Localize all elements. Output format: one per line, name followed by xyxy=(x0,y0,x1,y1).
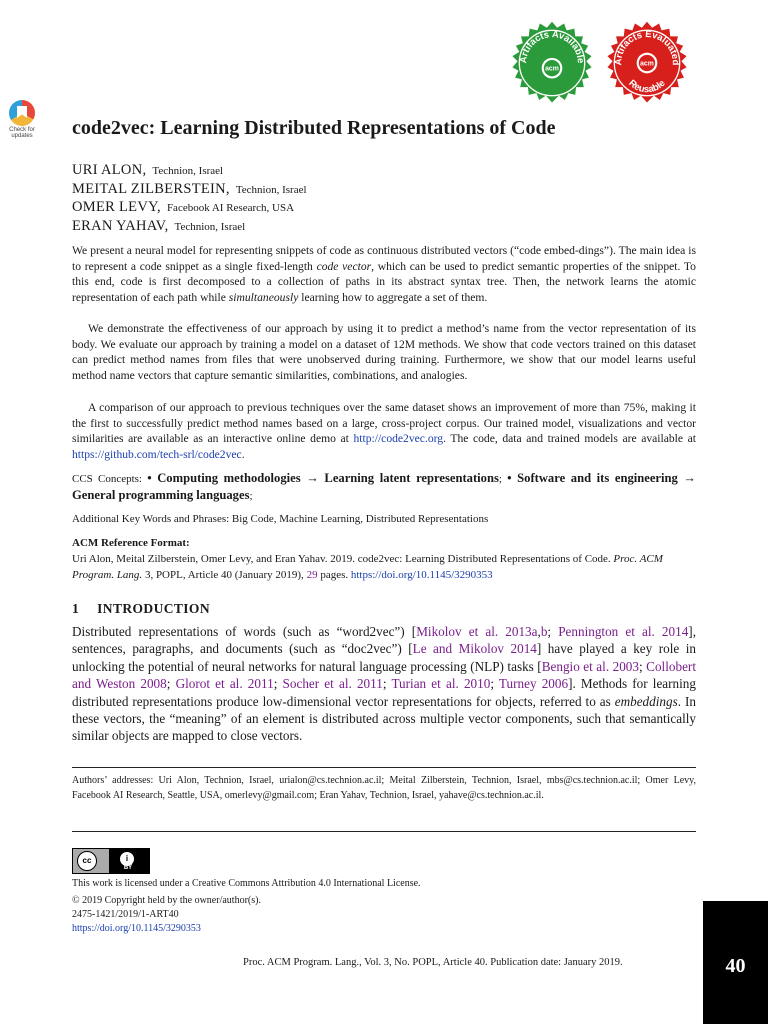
page-number-box xyxy=(703,901,768,1024)
abstract-paragraph-1: We present a neural model for representing snippets of code as continuous distributed vectors (“code embed-dings”). The main idea is to represent a code snippet as a single fixed-length code vector, which can be used to predict semantic properties of the snippet. To this end, code is first decomposed to a collection of paths in its abstract syntax tree. Then, the network learns the atomic representation of each path while simultaneously learning how to aggregate a set of them. xyxy=(72,244,696,304)
bookmark-icon xyxy=(9,100,35,126)
check-for-updates-button[interactable] xyxy=(2,100,42,140)
citation-link[interactable]: b xyxy=(540,624,548,639)
author-2 xyxy=(72,181,307,198)
author-affiliation: Technion, Israel xyxy=(174,221,246,233)
check-for-updates-label: Check for updates xyxy=(9,127,35,139)
citation-link[interactable]: Glorot et al. 2011 xyxy=(175,676,274,692)
badge-available-text: Artifacts Available xyxy=(518,29,586,64)
author-name: ERAN YAHAV, xyxy=(72,218,169,234)
author-affiliation: Technion, Israel xyxy=(235,184,307,196)
citation-link[interactable]: Collobert and Weston 2008 xyxy=(72,658,696,692)
citation-link[interactable]: Le and Mikolov 2014 xyxy=(412,641,537,657)
badge-acm-logo-2: acm xyxy=(640,60,654,68)
badge-acm-logo-1: acm xyxy=(545,65,559,73)
artifacts-evaluated-reusable-badge xyxy=(604,20,690,106)
author-3 xyxy=(72,199,294,216)
artifacts-available-badge xyxy=(509,20,595,106)
author-4 xyxy=(72,218,245,235)
section-heading: 1 INTRODUCTION xyxy=(72,601,210,616)
citation-link[interactable]: Turian et al. 2010 xyxy=(391,676,491,692)
citation-link[interactable]: Turney 2006 xyxy=(498,676,569,692)
license-rule xyxy=(72,831,696,832)
copyright-line: © 2019 Copyright held by the owner/author(s). xyxy=(72,895,261,906)
abstract-paragraph-2: We demonstrate the effectiveness of our approach by using it to predict a method’s name from the vector representation of its body. We evaluate our approach by training a model on a dataset of 12M methods. We show that code vectors trained on this dataset can predict method names from files that were unobserved during training. Furthermore, we show that our model learns useful method name vectors that capture semantic similarities, combinations, and analogies. xyxy=(72,322,696,382)
author-addresses: Authors’ addresses: Uri Alon, Technion, Israel, urialon@cs.technion.ac.il; Meital Zilberstein, Technion, Israel, mbs@cs.technion.ac.il; Omer Levy, Facebook AI Research, Seattle, USA, omerlevy@gmail.com; Eran Yahav, Technion, Israel, yahave@cs.technion.ac.il. xyxy=(72,775,696,802)
license-doi-link[interactable]: https://doi.org/10.1145/3290353 xyxy=(72,923,201,934)
ccs-concepts: CCS Concepts: • Computing methodologies → Learning latent representations; • Software and its engineering → General programming languages; xyxy=(72,471,697,502)
author-affiliation: Technion, Israel xyxy=(152,165,224,177)
author-name: OMER LEVY, xyxy=(72,199,161,215)
github-link[interactable]: https://github.com/tech-srl/code2vec xyxy=(72,447,242,461)
reference-heading: ACM Reference Format: xyxy=(72,537,190,549)
page-count-link[interactable]: 29 xyxy=(306,568,318,581)
abstract-paragraph-3: A comparison of our approach to previous techniques over the same dataset shows an improvement of more than 75%, making it the first to successfully predict method names based on a large, cross-project corpus. Our trained model, visualizations and vector similarities are available as an interactive online demo at http://code2vec.org. The code, data and trained models are available at https://github.com/tech-srl/code2vec. xyxy=(72,401,696,461)
keywords: Additional Key Words and Phrases: Big Code, Machine Learning, Distributed Representations xyxy=(72,513,489,525)
author-1 xyxy=(72,162,223,179)
intro-paragraph: Distributed representations of words (such as “word2vec”) [Mikolov et al. 2013a,b; Pennington et al. 2014], sentences, paragraphs, and documents (such as “doc2vec”) [Le and Mikolov 2014] have played a key role in unlocking the potential of neural networks for natural language processing (NLP) tasks [Bengio et al. 2003; Collobert and Weston 2008; Glorot et al. 2011; Socher et al. 2011; Turian et al. 2010; Turney 2006]. Methods for learning distributed representations produce low-dimensional vector representations for objects, referred to as embeddings. In these vectors, the “meaning” of an element is distributed across multiple vector components, such that semantically similar objects are mapped to close vectors. xyxy=(72,624,697,744)
badge-evaluated-text: Artifacts Evaluated xyxy=(613,29,681,66)
page-footer: Proc. ACM Program. Lang., Vol. 3, No. POPL, Article 40. Publication date: January 2019. xyxy=(243,957,623,968)
license-statement: This work is licensed under a Creative Commons Attribution 4.0 International License. xyxy=(72,878,421,889)
citation-link[interactable]: Mikolov et al. 2013a xyxy=(416,624,538,639)
citation-link[interactable]: Bengio et al. 2003 xyxy=(541,658,639,674)
citation-link[interactable]: Socher et al. 2011 xyxy=(282,676,383,692)
page-number: 40 xyxy=(725,955,746,977)
attribution-icon: i xyxy=(119,851,135,867)
paper-title: code2vec: Learning Distributed Representations of Code xyxy=(72,117,556,139)
footnote-rule xyxy=(72,767,696,768)
cc-by-license-logo[interactable] xyxy=(72,848,150,874)
cc-icon: cc xyxy=(77,851,97,871)
issn-line: 2475-1421/2019/1-ART40 xyxy=(72,909,179,920)
badge-reusable-text: Reusable xyxy=(626,77,668,96)
author-affiliation: Facebook AI Research, USA xyxy=(166,202,295,214)
demo-link[interactable]: http://code2vec.org xyxy=(353,432,444,446)
author-name: MEITAL ZILBERSTEIN, xyxy=(72,181,230,197)
doi-link[interactable]: https://doi.org/10.1145/3290353 xyxy=(350,568,493,581)
citation-link[interactable]: Pennington et al. 2014 xyxy=(558,624,689,639)
author-name: URI ALON, xyxy=(72,162,147,178)
reference-body: Uri Alon, Meital Zilberstein, Omer Levy, and Eran Yahav. 2019. code2vec: Learning Distributed Representations of Code. Proc. ACM Program. Lang. 3, POPL, Article 40 (January 2019), 29 pages. https://doi.org/10.1145/3290353 xyxy=(72,553,663,581)
by-label: BY xyxy=(123,865,133,871)
